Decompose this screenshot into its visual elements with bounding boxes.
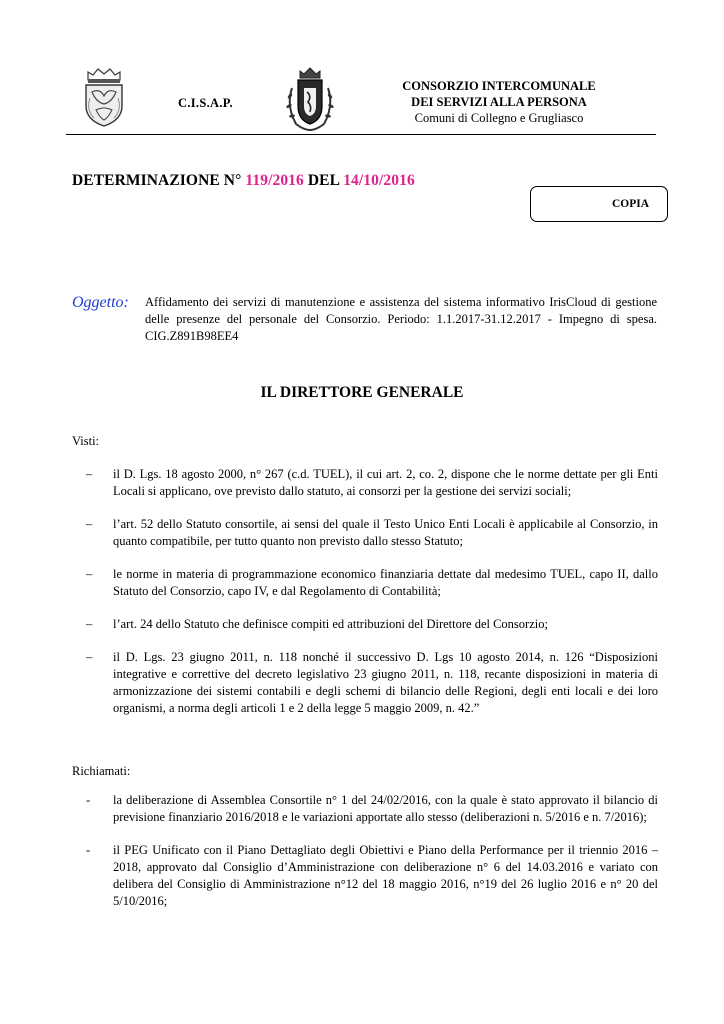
determination-number: 119/2016 xyxy=(245,172,304,189)
org-line-3: Comuni di Collegno e Grugliasco xyxy=(414,111,584,125)
list-item: – il D. Lgs. 23 giugno 2011, n. 118 nonché il successivo D. Lgs 10 agosto 2014, n. 126 “Disposizioni integrative e correttive del decreto legislativo 23 giugno 2011, n. 118, recante disposizioni in materia di armonizzazione dei sistemi contabili e degli schemi di bilancio delle Regioni, degli enti locali e dei loro organismi, a norma degli articoli 1 e 2 della legge 5 maggio 2009, n. 42.” xyxy=(86,650,658,715)
list-item: – l’art. 52 dello Statuto consortile, ai sensi del quale il Testo Unico Enti Locali è applicabile al Consorzio, in quanto compatibile, per tutto quanto non previsto dallo stesso Statuto; xyxy=(86,517,658,548)
list-item-text: le norme in materia di programmazione economico finanziaria dettate dal medesimo TUEL, capo II, dallo Statuto del Consorzio, capo IV, e dal Regolamento di Contabilità; xyxy=(113,567,658,598)
list-item: – il D. Lgs. 18 agosto 2000, n° 267 (c.d. TUEL), il cui art. 2, co. 2, dispone che le norme dettate per gli Enti Locali si applicano, ove previsto dallo statuto, ai consorzi per la gestione dei servizi sociali; xyxy=(86,467,658,498)
list-item: - il PEG Unificato con il Piano Dettagliato degli Obiettivi e Piano della Performance per il triennio 2016 – 2018, approvato dal Consiglio d’Amministrazione con deliberazione n° 6 del 14.03.2016 e variato con delibera del Consiglio di Amministrazione n°12 del 18 maggio 2016, n°19 del 26 luglio 2016 e n° 20 del 5/10/2016; xyxy=(86,843,658,908)
list-item-text: il D. Lgs. 18 agosto 2000, n° 267 (c.d. TUEL), il cui art. 2, co. 2, dispone che le norme dettate per gli Enti Locali si applicano, ove previsto dallo statuto, ai consorzi per la gestione dei servizi sociali; xyxy=(113,467,658,498)
determination-prefix: DETERMINAZIONE N° xyxy=(72,172,242,189)
collegno-coat-of-arms-icon xyxy=(80,66,128,128)
consortium-name xyxy=(374,78,624,126)
visti-label: Visti: xyxy=(72,434,100,448)
org-line-2: DEI SERVIZI ALLA PERSONA xyxy=(411,95,587,109)
list-item-text: l’art. 52 dello Statuto consortile, ai sensi del quale il Testo Unico Enti Locali è applicabile al Consorzio, in quanto compatibile, per tutto quanto non previsto dallo stesso Statuto; xyxy=(113,517,658,548)
list-item-text: il D. Lgs. 23 giugno 2011, n. 118 nonché il successivo D. Lgs 10 agosto 2014, n. 126 “Disposizioni integrative e correttive del decreto legislativo 23 giugno 2011, n. 118, recante disposizioni in materia di armonizzazione dei sistemi contabili e degli schemi di bilancio delle Regioni, degli enti locali e dei loro organismi, a norma degli articoli 1 e 2 della legge 5 maggio 2009, n. 42.” xyxy=(113,650,658,715)
subject-text: Affidamento dei servizi di manutenzione e assistenza del sistema informativo IrisCloud di gestione delle presenze del personale del Consorzio. Periodo: 1.1.2017-31.12.2017 - Impegno di spesa. CIG.Z891B98EE4 xyxy=(145,295,657,343)
determination-date: 14/10/2016 xyxy=(343,172,415,189)
list-item-text: la deliberazione di Assemblea Consortile n° 1 del 24/02/2016, con la quale è stato approvato il bilancio di previsione finanziario 2016/2018 e le variazioni apportate allo stesso (deliberazioni n. 5/2016 e n. 7/2016); xyxy=(113,793,658,824)
header-divider xyxy=(66,134,656,135)
list-item: – l’art. 24 dello Statuto che definisce compiti ed attribuzioni del Direttore del Consorzio; xyxy=(86,617,548,631)
copy-label: COPIA xyxy=(611,198,649,210)
richiamati-list xyxy=(86,792,658,926)
grugliasco-coat-of-arms-icon xyxy=(284,66,336,134)
list-item: - la deliberazione di Assemblea Consortile n° 1 del 24/02/2016, con la quale è stato approvato il bilancio di previsione finanziario 2016/2018 e le variazioni apportate allo stesso (deliberazioni n. 5/2016 e n. 7/2016); xyxy=(86,793,658,824)
determination-del: DEL xyxy=(307,172,340,189)
document-title: IL DIRETTORE GENERALE xyxy=(260,384,464,401)
determination-heading xyxy=(72,172,415,190)
list-item-text: l’art. 24 dello Statuto che definisce compiti ed attribuzioni del Direttore del Consorzio; xyxy=(113,617,548,631)
visti-list xyxy=(86,466,658,733)
subject-label: Oggetto: xyxy=(72,294,129,311)
richiamati-label: Richiamati: xyxy=(72,764,131,778)
copy-stamp xyxy=(530,186,668,222)
consortium-acronym: C.I.S.A.P. xyxy=(178,96,233,110)
org-line-1: CONSORZIO INTERCOMUNALE xyxy=(402,79,596,93)
list-item-text: il PEG Unificato con il Piano Dettagliato degli Obiettivi e Piano della Performance per il triennio 2016 – 2018, approvato dal Consiglio d’Amministrazione con deliberazione n° 6 del 14.03.2016 e variato con delibera del Consiglio di Amministrazione n°12 del 18 maggio 2016, n°19 del 26 luglio 2016 e n° 20 del 5/10/2016; xyxy=(113,843,658,908)
list-item: – le norme in materia di programmazione economico finanziaria dettate dal medesimo TUEL, capo II, dallo Statuto del Consorzio, capo IV, e dal Regolamento di Contabilità; xyxy=(86,567,658,598)
